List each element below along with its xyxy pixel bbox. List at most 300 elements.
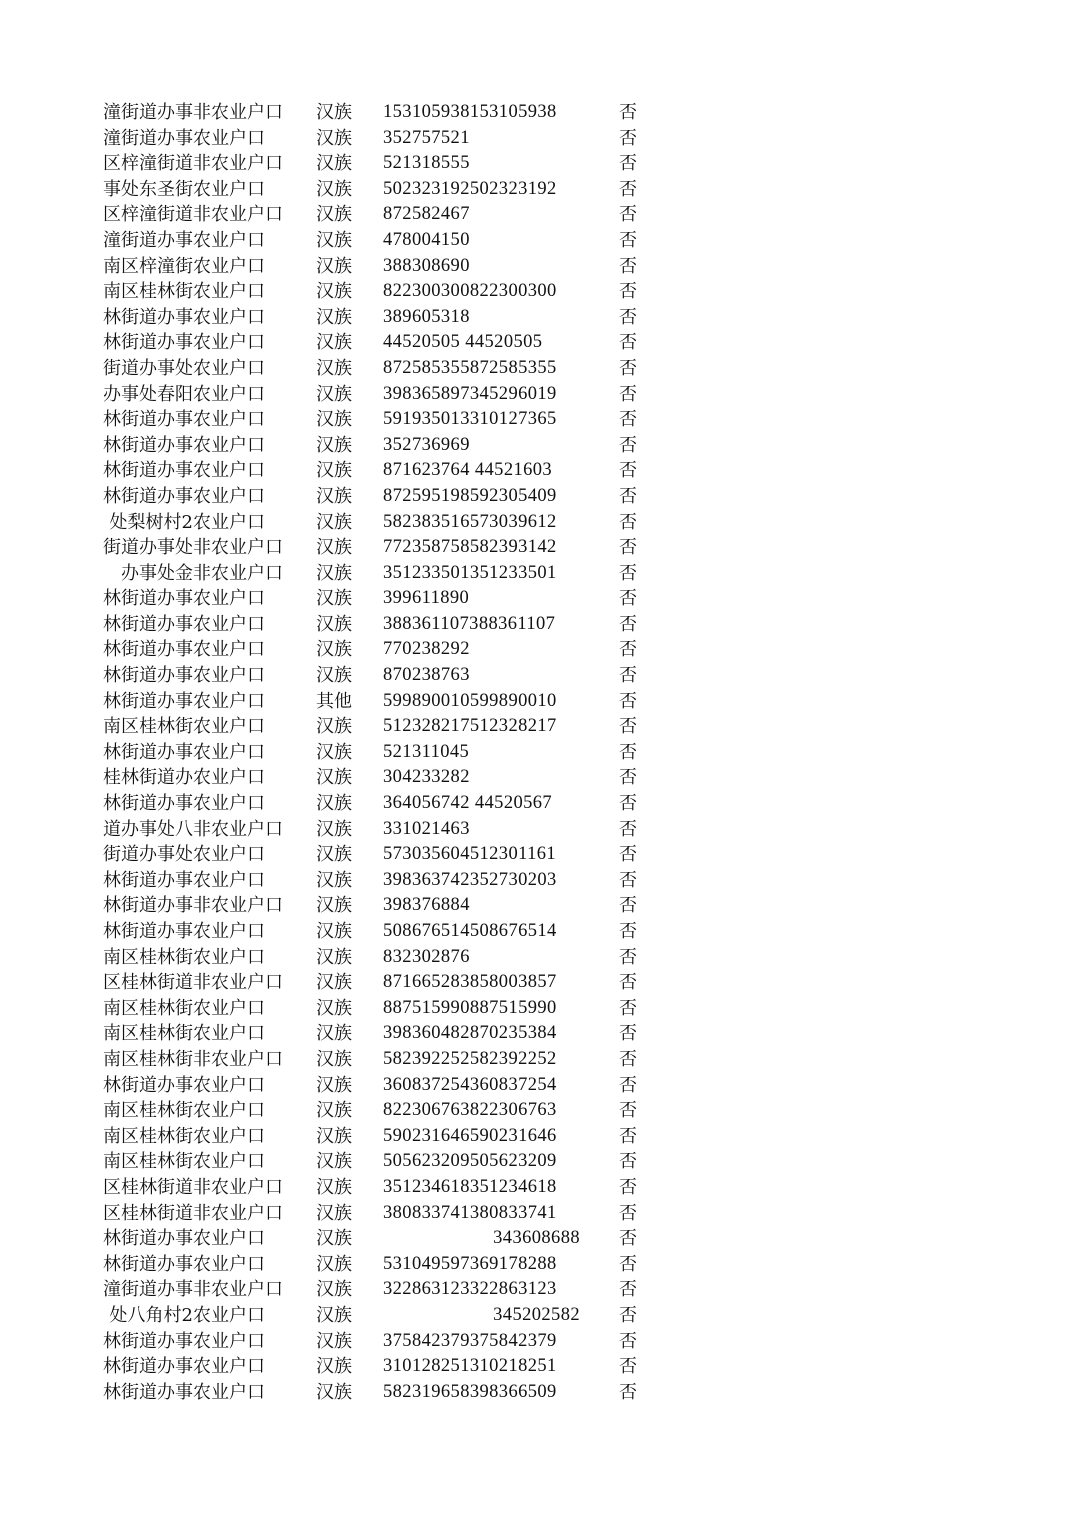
address-cell: 潼街道办事 xyxy=(103,127,193,149)
hukou-cell: 农业户口 xyxy=(193,588,265,610)
hukou-cell: 农业户口 xyxy=(193,741,265,763)
number-cell: 398363742352730203 xyxy=(383,869,557,890)
address-cell: 区桂林街道 xyxy=(103,972,193,994)
flag-cell: 否 xyxy=(619,972,637,994)
address-cell: 林街道办事 xyxy=(103,895,193,917)
ethnicity-cell: 汉族 xyxy=(316,1228,352,1250)
address-cell: 处八角村2 xyxy=(109,1304,193,1326)
number-cell: 872582467 xyxy=(383,204,470,225)
number-cell: 582383516573039612 xyxy=(383,511,557,532)
ethnicity-cell: 汉族 xyxy=(316,127,352,149)
table-row xyxy=(0,714,1075,740)
number-cell: 591935013310127365 xyxy=(383,409,557,430)
ethnicity-cell: 汉族 xyxy=(316,1125,352,1147)
ethnicity-cell: 汉族 xyxy=(316,255,352,277)
table-row xyxy=(0,1175,1075,1201)
hukou-cell: 农业户口 xyxy=(193,1304,265,1326)
table-row xyxy=(0,100,1075,126)
address-cell: 林街道办事 xyxy=(103,690,193,712)
flag-cell: 否 xyxy=(619,178,637,200)
hukou-cell: 农业户口 xyxy=(193,255,265,277)
table-row xyxy=(0,996,1075,1022)
address-cell: 林街道办事 xyxy=(103,409,193,431)
flag-cell: 否 xyxy=(619,1151,637,1173)
address-cell: 区桂林街道 xyxy=(103,1202,193,1224)
hukou-cell: 农业户口 xyxy=(193,1253,265,1275)
flag-cell: 否 xyxy=(619,485,637,507)
flag-cell: 否 xyxy=(619,153,637,175)
number-cell: 832302876 xyxy=(383,946,470,967)
hukou-cell: 农业户口 xyxy=(193,844,265,866)
flag-cell: 否 xyxy=(619,409,637,431)
address-cell: 办事处春阳 xyxy=(103,383,193,405)
hukou-cell: 农业户口 xyxy=(193,690,265,712)
hukou-cell: 非农业户口 xyxy=(193,102,283,123)
address-cell: 林街道办事 xyxy=(103,639,193,661)
table-row xyxy=(0,1329,1075,1355)
flag-cell: 否 xyxy=(619,383,637,405)
ethnicity-cell: 汉族 xyxy=(316,895,352,917)
table-row xyxy=(0,1354,1075,1380)
table-row xyxy=(0,1277,1075,1303)
ethnicity-cell: 汉族 xyxy=(316,511,352,533)
table-row xyxy=(0,586,1075,612)
address-cell: 林街道办事 xyxy=(103,306,193,328)
address-cell: 林街道办事 xyxy=(103,1074,193,1096)
address-cell: 街道办事处 xyxy=(103,537,193,559)
number-cell: 531049597369178288 xyxy=(383,1253,557,1274)
number-cell: 871665283858003857 xyxy=(383,972,557,993)
table-row xyxy=(0,561,1075,587)
number-cell: 352736969 xyxy=(383,434,470,455)
address-cell: 处梨树村2 xyxy=(109,511,193,533)
table-row xyxy=(0,407,1075,433)
address-cell: 林街道办事 xyxy=(103,869,193,891)
table-row xyxy=(0,1149,1075,1175)
hukou-cell: 非农业户口 xyxy=(193,972,283,994)
number-cell: 398376884 xyxy=(383,895,470,916)
table-row xyxy=(0,893,1075,919)
table-row xyxy=(0,458,1075,484)
number-cell: 508676514508676514 xyxy=(383,921,557,941)
flag-cell: 否 xyxy=(619,255,637,277)
address-cell: 林街道办事 xyxy=(103,1228,193,1250)
table-row xyxy=(0,1226,1075,1252)
address-cell: 南区桂林街 xyxy=(103,716,193,738)
address-cell: 林街道办事 xyxy=(103,1381,193,1403)
hukou-cell: 农业户口 xyxy=(193,1356,265,1378)
table-row xyxy=(0,1098,1075,1124)
number-cell: 351234618351234618 xyxy=(383,1176,557,1197)
address-cell: 林街道办事 xyxy=(103,460,193,482)
number-cell: 772358758582393142 xyxy=(383,537,557,558)
number-cell: 502323192502323192 xyxy=(383,178,557,199)
table-row xyxy=(0,791,1075,817)
flag-cell: 否 xyxy=(619,1253,637,1275)
ethnicity-cell: 汉族 xyxy=(316,204,352,226)
address-cell: 南区桂林街 xyxy=(103,946,193,968)
flag-cell: 否 xyxy=(619,1330,637,1352)
address-cell: 桂林街道办 xyxy=(103,767,193,789)
hukou-cell: 农业户口 xyxy=(193,869,265,891)
hukou-cell: 农业户口 xyxy=(193,383,265,405)
ethnicity-cell: 汉族 xyxy=(316,1356,352,1378)
address-cell: 林街道办事 xyxy=(103,613,193,635)
flag-cell: 否 xyxy=(619,1304,637,1326)
number-cell: 44520505 44520505 xyxy=(383,332,543,353)
address-cell: 南区桂林街 xyxy=(103,281,193,303)
ethnicity-cell: 汉族 xyxy=(316,665,352,687)
flag-cell: 否 xyxy=(619,1100,637,1122)
ethnicity-cell: 汉族 xyxy=(316,1330,352,1352)
table-row xyxy=(0,151,1075,177)
hukou-cell: 农业户口 xyxy=(193,665,265,687)
hukou-cell: 农业户口 xyxy=(193,178,265,200)
ethnicity-cell: 汉族 xyxy=(316,844,352,866)
address-cell: 街道办事处 xyxy=(103,357,193,379)
number-cell: 599890010599890010 xyxy=(383,690,557,711)
table-row xyxy=(0,202,1075,228)
table-row xyxy=(0,842,1075,868)
number-cell: 351233501351233501 xyxy=(383,562,557,583)
flag-cell: 否 xyxy=(619,306,637,328)
number-cell: 478004150 xyxy=(383,229,470,250)
hukou-cell: 农业户口 xyxy=(193,127,265,149)
hukou-cell: 农业户口 xyxy=(193,511,265,533)
flag-cell: 否 xyxy=(619,921,637,942)
table-row xyxy=(0,433,1075,459)
address-cell: 区梓潼街道 xyxy=(103,204,193,226)
ethnicity-cell: 汉族 xyxy=(316,434,352,456)
ethnicity-cell: 汉族 xyxy=(316,102,352,123)
number-cell: 822306763822306763 xyxy=(383,1100,557,1121)
flag-cell: 否 xyxy=(619,690,637,712)
ethnicity-cell: 汉族 xyxy=(316,818,352,840)
address-cell: 办事处金 xyxy=(121,562,193,584)
flag-cell: 否 xyxy=(619,1023,637,1045)
number-cell: 872585355872585355 xyxy=(383,357,557,378)
address-cell: 道办事处八 xyxy=(103,818,193,840)
number-cell: 872595198592305409 xyxy=(383,485,557,506)
hukou-cell: 农业户口 xyxy=(193,229,265,251)
ethnicity-cell: 汉族 xyxy=(316,741,352,763)
number-cell: 399611890 xyxy=(383,588,470,609)
ethnicity-cell: 汉族 xyxy=(316,1176,352,1198)
hukou-cell: 农业户口 xyxy=(193,793,265,815)
number-cell: 153105938153105938 xyxy=(383,102,557,122)
table-row xyxy=(0,919,1075,945)
table-row xyxy=(0,535,1075,561)
table-row xyxy=(0,177,1075,203)
hukou-cell: 非农业户口 xyxy=(193,1048,283,1070)
number-cell: 582392252582392252 xyxy=(383,1048,557,1069)
ethnicity-cell: 汉族 xyxy=(316,306,352,328)
flag-cell: 否 xyxy=(619,639,637,661)
hukou-cell: 农业户口 xyxy=(193,1074,265,1096)
number-cell: 398360482870235384 xyxy=(383,1023,557,1044)
number-cell: 343608688 xyxy=(493,1228,580,1249)
hukou-cell: 农业户口 xyxy=(193,613,265,635)
address-cell: 区桂林街道 xyxy=(103,1176,193,1198)
ethnicity-cell: 汉族 xyxy=(316,357,352,379)
table-row xyxy=(0,868,1075,894)
ethnicity-cell: 汉族 xyxy=(316,178,352,200)
ethnicity-cell: 汉族 xyxy=(316,1023,352,1045)
hukou-cell: 农业户口 xyxy=(193,1151,265,1173)
number-cell: 388361107388361107 xyxy=(383,613,556,634)
flag-cell: 否 xyxy=(619,511,637,533)
number-cell: 770238292 xyxy=(383,639,470,660)
table-row xyxy=(0,1073,1075,1099)
address-cell: 林街道办事 xyxy=(103,434,193,456)
table-row xyxy=(0,637,1075,663)
address-cell: 林街道办事 xyxy=(103,793,193,815)
address-cell: 林街道办事 xyxy=(103,665,193,687)
number-cell: 870238763 xyxy=(383,665,470,686)
hukou-cell: 农业户口 xyxy=(193,946,265,968)
ethnicity-cell: 汉族 xyxy=(316,1381,352,1403)
hukou-cell: 农业户口 xyxy=(193,1100,265,1122)
flag-cell: 否 xyxy=(619,281,637,303)
ethnicity-cell: 其他 xyxy=(316,690,352,712)
flag-cell: 否 xyxy=(619,895,637,917)
flag-cell: 否 xyxy=(619,1074,637,1096)
flag-cell: 否 xyxy=(619,434,637,456)
address-cell: 南区桂林街 xyxy=(103,1023,193,1045)
ethnicity-cell: 汉族 xyxy=(316,332,352,354)
address-cell: 林街道办事 xyxy=(103,1330,193,1352)
address-cell: 林街道办事 xyxy=(103,332,193,354)
address-cell: 街道办事处 xyxy=(103,844,193,866)
ethnicity-cell: 汉族 xyxy=(316,946,352,968)
flag-cell: 否 xyxy=(619,665,637,687)
flag-cell: 否 xyxy=(619,716,637,738)
address-cell: 林街道办事 xyxy=(103,485,193,507)
number-cell: 590231646590231646 xyxy=(383,1125,557,1146)
ethnicity-cell: 汉族 xyxy=(316,921,352,942)
ethnicity-cell: 汉族 xyxy=(316,485,352,507)
flag-cell: 否 xyxy=(619,1356,637,1378)
table-row xyxy=(0,510,1075,536)
hukou-cell: 农业户口 xyxy=(193,921,265,942)
ethnicity-cell: 汉族 xyxy=(316,613,352,635)
table-row xyxy=(0,765,1075,791)
hukou-cell: 非农业户口 xyxy=(193,895,283,917)
flag-cell: 否 xyxy=(619,229,637,251)
ethnicity-cell: 汉族 xyxy=(316,1202,352,1224)
number-cell: 389605318 xyxy=(383,306,470,327)
flag-cell: 否 xyxy=(619,562,637,584)
address-cell: 潼街道办事 xyxy=(103,1279,193,1301)
ethnicity-cell: 汉族 xyxy=(316,1074,352,1096)
ethnicity-cell: 汉族 xyxy=(316,409,352,431)
address-cell: 南区桂林街 xyxy=(103,1125,193,1147)
flag-cell: 否 xyxy=(619,1202,637,1224)
flag-cell: 否 xyxy=(619,844,637,866)
address-cell: 林街道办事 xyxy=(103,921,193,942)
address-cell: 南区桂林街 xyxy=(103,1048,193,1070)
address-cell: 林街道办事 xyxy=(103,588,193,610)
number-cell: 331021463 xyxy=(383,818,470,839)
table-row xyxy=(0,689,1075,715)
number-cell: 887515990887515990 xyxy=(383,997,557,1018)
ethnicity-cell: 汉族 xyxy=(316,767,352,789)
table-row xyxy=(0,228,1075,254)
hukou-cell: 农业户口 xyxy=(193,1330,265,1352)
flag-cell: 否 xyxy=(619,1381,637,1403)
table-row xyxy=(0,484,1075,510)
hukou-cell: 非农业户口 xyxy=(193,153,283,175)
hukou-cell: 农业户口 xyxy=(193,332,265,354)
ethnicity-cell: 汉族 xyxy=(316,972,352,994)
flag-cell: 否 xyxy=(619,588,637,610)
table-row xyxy=(0,1380,1075,1406)
ethnicity-cell: 汉族 xyxy=(316,1253,352,1275)
ethnicity-cell: 汉族 xyxy=(316,793,352,815)
hukou-cell: 非农业户口 xyxy=(193,1279,283,1301)
number-cell: 388308690 xyxy=(383,255,470,276)
table-row xyxy=(0,254,1075,280)
ethnicity-cell: 汉族 xyxy=(316,562,352,584)
flag-cell: 否 xyxy=(619,1228,637,1250)
flag-cell: 否 xyxy=(619,818,637,840)
ethnicity-cell: 汉族 xyxy=(316,639,352,661)
ethnicity-cell: 汉族 xyxy=(316,588,352,610)
table-row xyxy=(0,126,1075,152)
table-body xyxy=(0,100,1075,1405)
flag-cell: 否 xyxy=(619,537,637,559)
hukou-cell: 农业户口 xyxy=(193,1228,265,1250)
table-row xyxy=(0,279,1075,305)
hukou-cell: 农业户口 xyxy=(193,997,265,1019)
ethnicity-cell: 汉族 xyxy=(316,460,352,482)
address-cell: 事处东圣街 xyxy=(103,178,193,200)
hukou-cell: 农业户口 xyxy=(193,485,265,507)
hukou-cell: 农业户口 xyxy=(193,409,265,431)
ethnicity-cell: 汉族 xyxy=(316,1151,352,1173)
flag-cell: 否 xyxy=(619,102,637,123)
flag-cell: 否 xyxy=(619,460,637,482)
table-row xyxy=(0,1124,1075,1150)
number-cell: 310128251310218251 xyxy=(383,1356,557,1377)
hukou-cell: 农业户口 xyxy=(193,306,265,328)
hukou-cell: 农业户口 xyxy=(193,281,265,303)
table-row xyxy=(0,1201,1075,1227)
address-cell: 林街道办事 xyxy=(103,1253,193,1275)
table-row xyxy=(0,663,1075,689)
table-row xyxy=(0,382,1075,408)
table-row xyxy=(0,945,1075,971)
table-row xyxy=(0,330,1075,356)
flag-cell: 否 xyxy=(619,793,637,815)
hukou-cell: 农业户口 xyxy=(193,639,265,661)
ethnicity-cell: 汉族 xyxy=(316,1304,352,1326)
table-row xyxy=(0,1047,1075,1073)
number-cell: 360837254360837254 xyxy=(383,1074,557,1095)
table-row xyxy=(0,356,1075,382)
number-cell: 521311045 xyxy=(383,741,470,762)
ethnicity-cell: 汉族 xyxy=(316,537,352,559)
flag-cell: 否 xyxy=(619,332,637,354)
table-row xyxy=(0,1021,1075,1047)
number-cell: 582319658398366509 xyxy=(383,1381,557,1402)
number-cell: 521318555 xyxy=(383,153,470,174)
hukou-cell: 农业户口 xyxy=(193,1125,265,1147)
flag-cell: 否 xyxy=(619,204,637,226)
ethnicity-cell: 汉族 xyxy=(316,153,352,175)
ethnicity-cell: 汉族 xyxy=(316,383,352,405)
number-cell: 375842379375842379 xyxy=(383,1330,557,1351)
hukou-cell: 非农业户口 xyxy=(193,1176,283,1198)
flag-cell: 否 xyxy=(619,767,637,789)
number-cell: 322863123322863123 xyxy=(383,1279,557,1300)
number-cell: 380833741380833741 xyxy=(383,1202,557,1223)
table-row xyxy=(0,970,1075,996)
address-cell: 林街道办事 xyxy=(103,1356,193,1378)
hukou-cell: 非农业户口 xyxy=(193,1202,283,1224)
hukou-cell: 非农业户口 xyxy=(193,818,283,840)
flag-cell: 否 xyxy=(619,1176,637,1198)
flag-cell: 否 xyxy=(619,997,637,1019)
number-cell: 352757521 xyxy=(383,127,470,148)
hukou-cell: 农业户口 xyxy=(193,357,265,379)
ethnicity-cell: 汉族 xyxy=(316,716,352,738)
flag-cell: 否 xyxy=(619,946,637,968)
table-row xyxy=(0,305,1075,331)
address-cell: 潼街道办事 xyxy=(103,102,193,123)
number-cell: 364056742 44520567 xyxy=(383,793,553,814)
hukou-cell: 非农业户口 xyxy=(193,562,283,584)
number-cell: 398365897345296019 xyxy=(383,383,557,404)
table-row xyxy=(0,740,1075,766)
hukou-cell: 农业户口 xyxy=(193,716,265,738)
ethnicity-cell: 汉族 xyxy=(316,1048,352,1070)
address-cell: 南区梓潼街 xyxy=(103,255,193,277)
ethnicity-cell: 汉族 xyxy=(316,229,352,251)
flag-cell: 否 xyxy=(619,357,637,379)
hukou-cell: 农业户口 xyxy=(193,1023,265,1045)
table-row xyxy=(0,1303,1075,1329)
hukou-cell: 农业户口 xyxy=(193,767,265,789)
number-cell: 822300300822300300 xyxy=(383,281,557,302)
address-cell: 区梓潼街道 xyxy=(103,153,193,175)
ethnicity-cell: 汉族 xyxy=(316,1100,352,1122)
table-row xyxy=(0,612,1075,638)
hukou-cell: 农业户口 xyxy=(193,434,265,456)
flag-cell: 否 xyxy=(619,741,637,763)
number-cell: 573035604512301161 xyxy=(383,844,557,865)
flag-cell: 否 xyxy=(619,1279,637,1301)
address-cell: 南区桂林街 xyxy=(103,997,193,1019)
number-cell: 304233282 xyxy=(383,767,470,788)
address-cell: 南区桂林街 xyxy=(103,1151,193,1173)
address-cell: 林街道办事 xyxy=(103,741,193,763)
address-cell: 潼街道办事 xyxy=(103,229,193,251)
ethnicity-cell: 汉族 xyxy=(316,281,352,303)
table-row xyxy=(0,817,1075,843)
hukou-cell: 非农业户口 xyxy=(193,204,283,226)
flag-cell: 否 xyxy=(619,1125,637,1147)
flag-cell: 否 xyxy=(619,1048,637,1070)
hukou-cell: 农业户口 xyxy=(193,1381,265,1403)
number-cell: 505623209505623209 xyxy=(383,1151,557,1172)
hukou-cell: 非农业户口 xyxy=(193,537,283,559)
number-cell: 871623764 44521603 xyxy=(383,460,553,481)
ethnicity-cell: 汉族 xyxy=(316,1279,352,1301)
ethnicity-cell: 汉族 xyxy=(316,997,352,1019)
flag-cell: 否 xyxy=(619,613,637,635)
number-cell: 345202582 xyxy=(493,1304,580,1325)
